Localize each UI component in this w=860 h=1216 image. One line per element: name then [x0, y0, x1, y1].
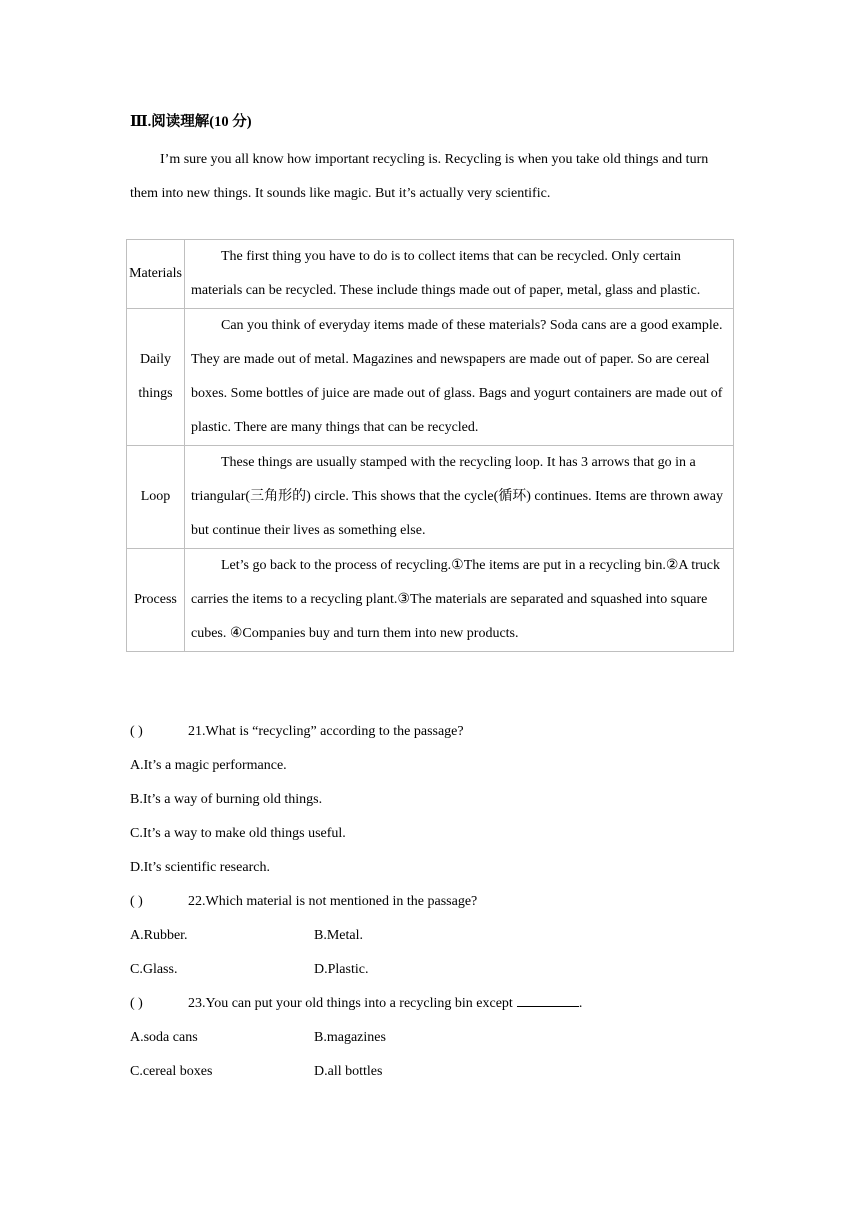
option-21-c: C.It’s a way to make old things useful.	[130, 826, 346, 841]
options-row	[130, 1055, 750, 1089]
option-21-a: A.It’s a magic performance.	[130, 758, 287, 773]
questions-section	[130, 715, 750, 1089]
option-22-c: C.Glass.	[130, 962, 178, 977]
row-content-loop: These things are usually stamped with the recycling loop. It has 3 arrows that go in a triangular(三角形的) circle. This shows that the cycle(循环) continues. Items are thrown away but continue their lives as something else.	[185, 446, 734, 549]
fill-blank[interactable]	[517, 992, 579, 1007]
table-row	[127, 446, 734, 549]
question-stem: 23.You can put your old things into a recycling bin except	[188, 996, 513, 1011]
option-23-c: C.cereal boxes	[130, 1064, 213, 1079]
question-21	[130, 715, 750, 749]
question-stem: 21.What is “recycling” according to the passage?	[188, 724, 464, 739]
row-label-process: Process	[127, 549, 185, 652]
table-row	[127, 240, 734, 309]
section-title: Ⅲ.阅读理解(10 分)	[130, 114, 252, 130]
row-label-line: things	[138, 386, 173, 401]
row-label-materials: Materials	[127, 240, 185, 309]
question-stem-end: .	[578, 996, 583, 1011]
row-label-loop: Loop	[127, 446, 185, 549]
question-stem: 22.Which material is not mentioned in the passage?	[188, 894, 478, 909]
row-content-daily-things: Can you think of everyday items made of these materials? Soda cans are a good example. They are made out of metal. Magazines and newspapers are made out of paper. So are cereal boxes. Some bottles of juice are made out of glass. Bags and yogurt containers are made out of plastic. There are many things that can be recycled.	[185, 309, 734, 446]
row-label-line: Daily	[139, 352, 172, 367]
option-21-d: D.It’s scientific research.	[130, 860, 270, 875]
options-row	[130, 1021, 750, 1055]
option-23-d: D.all bottles	[314, 1064, 383, 1079]
table-row	[127, 549, 734, 652]
options-row	[130, 919, 750, 953]
table-row	[127, 309, 734, 446]
option-22-b: B.Metal.	[314, 928, 363, 943]
option-21-b: B.It’s a way of burning old things.	[130, 792, 323, 807]
option-23-b: B.magazines	[314, 1030, 386, 1045]
row-label-daily-things	[127, 309, 185, 446]
option-22-a: A.Rubber.	[130, 928, 188, 943]
option-23-a: A.soda cans	[130, 1030, 198, 1045]
options-row	[130, 953, 750, 987]
answer-blank-21[interactable]: ( )	[130, 724, 143, 739]
option-22-d: D.Plastic.	[314, 962, 369, 977]
question-22	[130, 885, 750, 919]
passage-table	[126, 239, 734, 652]
answer-blank-22[interactable]: ( )	[130, 894, 143, 909]
row-content-process: Let’s go back to the process of recycling.①The items are put in a recycling bin.②A truck carries the items to a recycling plant.③The materials are separated and squashed into square cubes. ④Companies buy and turn them into new products.	[185, 549, 734, 652]
question-23	[130, 987, 750, 1021]
row-content-materials: The first thing you have to do is to collect items that can be recycled. Only certain materials can be recycled. These include things made out of paper, metal, glass and plastic.	[185, 240, 734, 309]
answer-blank-23[interactable]: ( )	[130, 996, 143, 1011]
intro-paragraph: I’m sure you all know how important recycling is. Recycling is when you take old things and turn them into new things. It sounds like magic. But it’s actually very scientific.	[130, 152, 709, 201]
